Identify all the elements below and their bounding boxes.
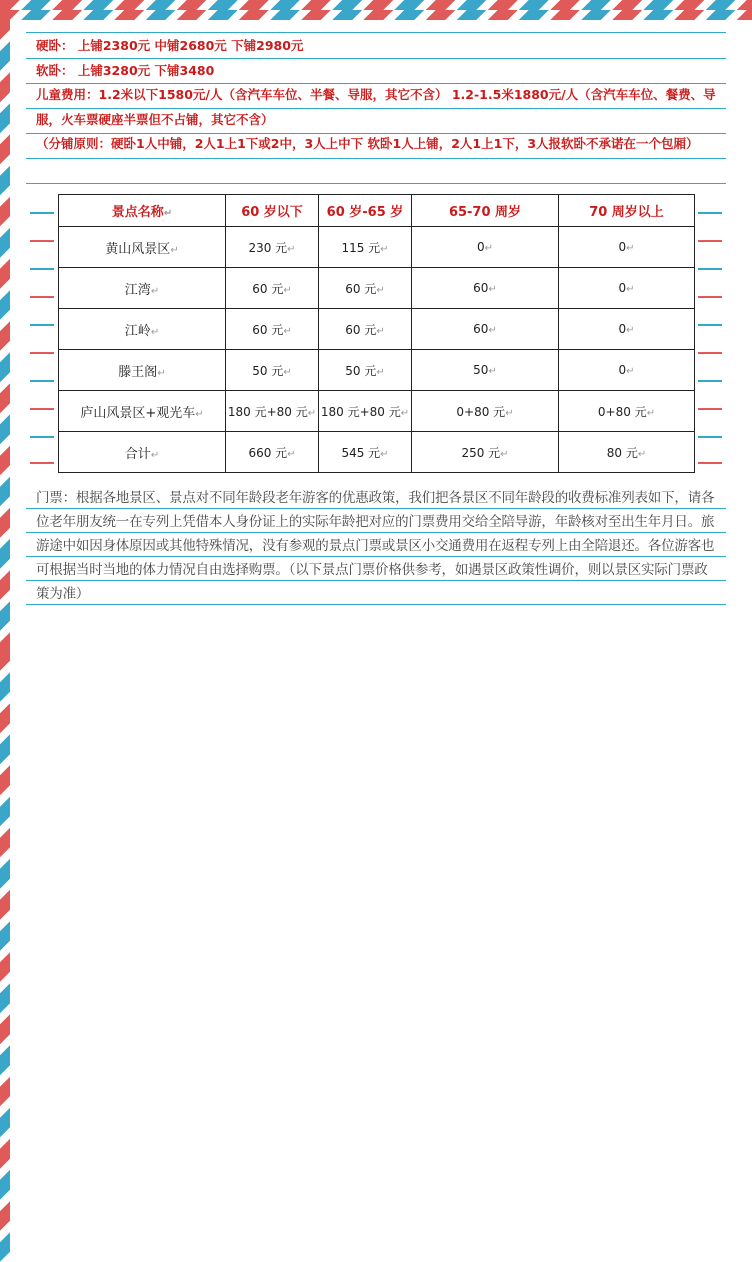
table-row: [59, 227, 695, 268]
airmail-border-left: [0, 20, 10, 651]
price-cell: 180 元+80 元↵: [226, 391, 319, 432]
table-row: [59, 350, 695, 391]
attraction-name: 江岭↵: [59, 309, 226, 350]
berth-allocation-note: （分铺原则：硬卧1人中铺，2人1上1下或2中，3人上中下 软卧1人上铺，2人1上1下，3人报软卧不承诺在一个包厢）: [36, 136, 699, 151]
margin-dash: [698, 462, 722, 464]
attraction-name: 庐山风景区+观光车↵: [59, 391, 226, 432]
margin-dash: [30, 240, 54, 242]
attraction-name: 江湾↵: [59, 268, 226, 309]
price-cell: 0↵: [559, 309, 695, 350]
price-cell: 60 元↵: [226, 268, 319, 309]
price-cell: 0+80 元↵: [559, 391, 695, 432]
price-cell: 50 元↵: [226, 350, 319, 391]
margin-dash: [30, 462, 54, 464]
margin-dash: [698, 240, 722, 242]
price-cell: 60 元↵: [226, 309, 319, 350]
ticket-price-table: [58, 194, 695, 473]
column-header-attraction: 景点名称↵: [59, 195, 226, 227]
price-cell: 60↵: [412, 309, 559, 350]
margin-dash: [698, 380, 722, 382]
table-row: [59, 268, 695, 309]
margin-dash: [30, 380, 54, 382]
table-row: [59, 309, 695, 350]
ruled-line: [26, 32, 726, 33]
child-fee-note: 儿童费用：1.2米以下1580元/人（含汽车车位、半餐、导服，其它不含） 1.2-1.5米1880元/人（含汽车车位、餐费、导服，火车票硬座半票但不占铺，其它不含）: [36, 87, 716, 127]
margin-dash: [30, 408, 54, 410]
soft-sleeper-prices: 软卧： 上铺3280元 下铺3480: [36, 62, 215, 78]
price-cell: 60 元↵: [319, 268, 412, 309]
table-total-row: [59, 432, 695, 473]
price-cell: 0↵: [412, 227, 559, 268]
margin-dash: [698, 408, 722, 410]
margin-dash: [30, 212, 54, 214]
margin-dash: [698, 212, 722, 214]
ruled-line: [26, 183, 726, 184]
price-cell: 0↵: [559, 227, 695, 268]
total-label: 合计↵: [59, 432, 226, 473]
column-header-over-70: 70 周岁以上: [559, 195, 695, 227]
column-header-65-70: 65-70 周岁: [412, 195, 559, 227]
airmail-border-bottom: [0, 10, 752, 20]
margin-dash: [30, 296, 54, 298]
ruled-line: [26, 158, 726, 159]
price-cell: 0+80 元↵: [412, 391, 559, 432]
attraction-name: 黄山风景区↵: [59, 227, 226, 268]
price-cell: 50↵: [412, 350, 559, 391]
column-header-60-65: 60 岁-65 岁: [319, 195, 412, 227]
price-cell: 60↵: [412, 268, 559, 309]
price-cell: 0↵: [559, 268, 695, 309]
total-cell: 545 元↵: [319, 432, 412, 473]
ticket-policy-paragraph: 门票：根据各地景区、景点对不同年龄段老年游客的优惠政策，我们把各景区不同年龄段的收费标准列表如下，请各位老年朋友统一在专列上凭借本人身份证上的实际年龄把对应的门票费用交给全陪导游，年龄核对至出生年月日。旅游途中如因身体原因或其他特殊情况，没有参观的景点门票或景区小交通费用在返程专列上由全陪退还。各位游客也可根据当时当地的体力情况自由选择购票。（以下景点门票价格供参考，如遇景区政策性调价，则以景区实际门票政策为准）: [36, 490, 715, 602]
margin-dash: [30, 436, 54, 438]
airmail-border-right: [0, 651, 10, 1262]
margin-dash: [698, 436, 722, 438]
price-cell: 115 元↵: [319, 227, 412, 268]
price-cell: 180 元+80 元↵: [319, 391, 412, 432]
total-cell: 660 元↵: [226, 432, 319, 473]
margin-dash: [30, 268, 54, 270]
total-cell: 80 元↵: [559, 432, 695, 473]
margin-dash: [698, 324, 722, 326]
pricing-notes: [36, 34, 716, 157]
margin-dash: [698, 296, 722, 298]
price-cell: 60 元↵: [319, 309, 412, 350]
price-cell: 50 元↵: [319, 350, 412, 391]
margin-dash: [30, 352, 54, 354]
margin-dash: [30, 324, 54, 326]
hard-sleeper-prices: 硬卧： 上铺2380元 中铺2680元 下铺2980元: [36, 38, 304, 53]
price-cell: 0↵: [559, 350, 695, 391]
margin-dash: [698, 352, 722, 354]
column-header-under-60: 60 岁以下: [226, 195, 319, 227]
airmail-border-top: [0, 0, 752, 10]
table-header-row: [59, 195, 695, 227]
table-row: [59, 391, 695, 432]
total-cell: 250 元↵: [412, 432, 559, 473]
price-cell: 230 元↵: [226, 227, 319, 268]
margin-dash: [698, 268, 722, 270]
attraction-name: 滕王阁↵: [59, 350, 226, 391]
